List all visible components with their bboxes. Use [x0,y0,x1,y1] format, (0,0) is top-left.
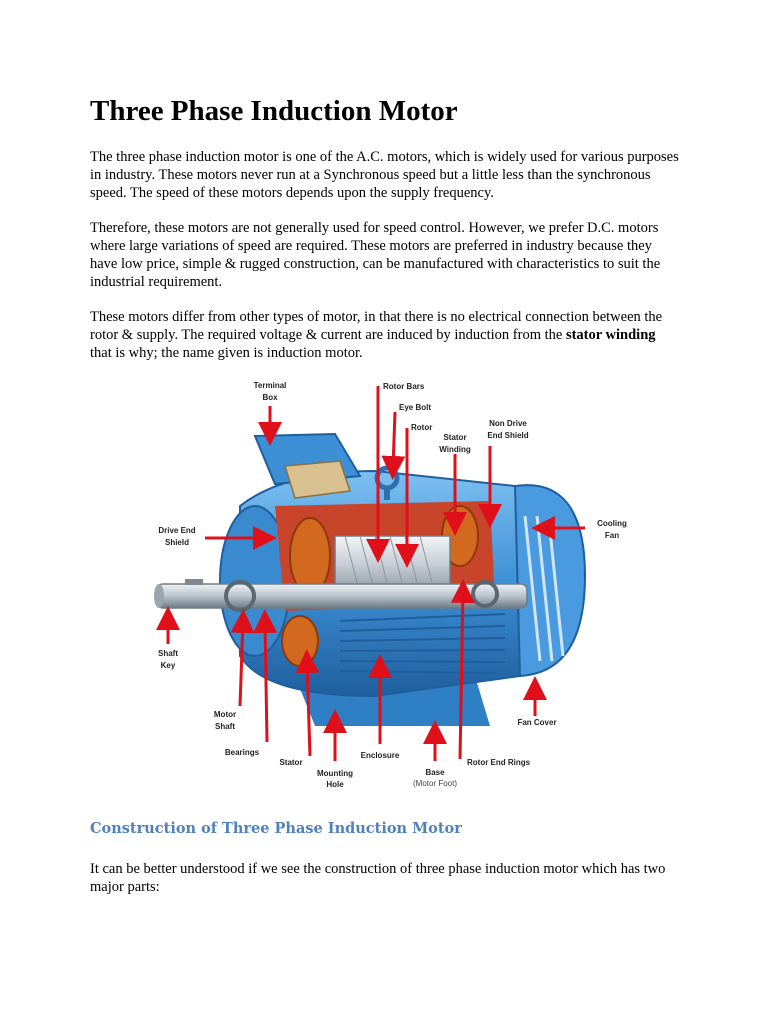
label-eye-bolt: Eye Bolt [399,403,432,412]
terminal-block [285,461,350,498]
motor-cutaway-illustration [145,376,645,796]
label-stator: Stator [279,758,303,767]
label-terminal-box-1: Terminal [253,381,287,390]
paragraph-text: These motors differ from other types of motor, in that there is no electrical connection between the rotor & supply. The required voltage & current are induced by induction from the [90,309,663,343]
label-base-1: Base [425,768,445,777]
section-heading: Construction of Three Phase Induction Motor [90,820,462,837]
label-rotor-end-rings: Rotor End Rings [467,758,531,767]
stator-winding-left [290,518,330,594]
label-stator-winding-2: Winding [439,445,471,454]
label-motor-shaft-1: Motor [213,710,237,719]
page-title: Three Phase Induction Motor [90,95,458,127]
stator-winding-lower [282,616,318,666]
shaft-key [185,579,203,585]
label-non-drive-end-2: End Shield [487,431,529,440]
label-drive-end-2: Shield [164,538,190,547]
label-fan-cover: Fan Cover [517,718,557,727]
paragraph-text: that is why; the name given is induction motor. [90,345,363,361]
label-rotor-bars: Rotor Bars [383,382,425,391]
label-base-2: (Motor Foot) [412,779,458,788]
paragraph-intro: The three phase induction motor is one of the A.C. motors, which is widely used for various purposes in industry. These motors never run at a Synchronous speed but a little less than the synchronous speed. The speed of these motors depends upon the supply frequency. [90,149,679,201]
label-enclosure: Enclosure [360,751,400,760]
motor-diagram [145,376,645,796]
label-cooling-fan-1: Cooling [597,519,627,528]
label-shaft-key-1: Shaft [158,649,178,658]
label-stator-winding-1: Stator [443,433,467,442]
label-cooling-fan-2: Fan [604,531,620,540]
label-mounting-hole-2: Hole [326,780,344,789]
label-mounting-hole-1: Mounting [317,769,353,778]
label-drive-end-1: Drive End [158,526,196,535]
bold-term-stator-winding: stator winding [565,327,656,343]
label-bearings: Bearings [224,748,260,757]
label-terminal-box-2: Box [262,393,278,402]
label-shaft-key-2: Key [160,661,176,670]
label-motor-shaft-2: Shaft [215,722,235,731]
paragraph-induction [90,308,680,362]
shaft-end [154,584,164,608]
label-rotor: Rotor [411,423,433,432]
paragraph-speed-control: Therefore, these motors are not generally used for speed control. However, we prefer D.C. motors where large variations of speed are required. These motors are preferred in industry because they have low price, simple & rugged construction, can be manufactured with characteristics to suit the industrial requirement. [90,220,661,290]
label-non-drive-end-1: Non Drive [489,419,527,428]
paragraph-construction: It can be better understood if we see the construction of three phase induction motor which has two major parts: [90,861,666,895]
